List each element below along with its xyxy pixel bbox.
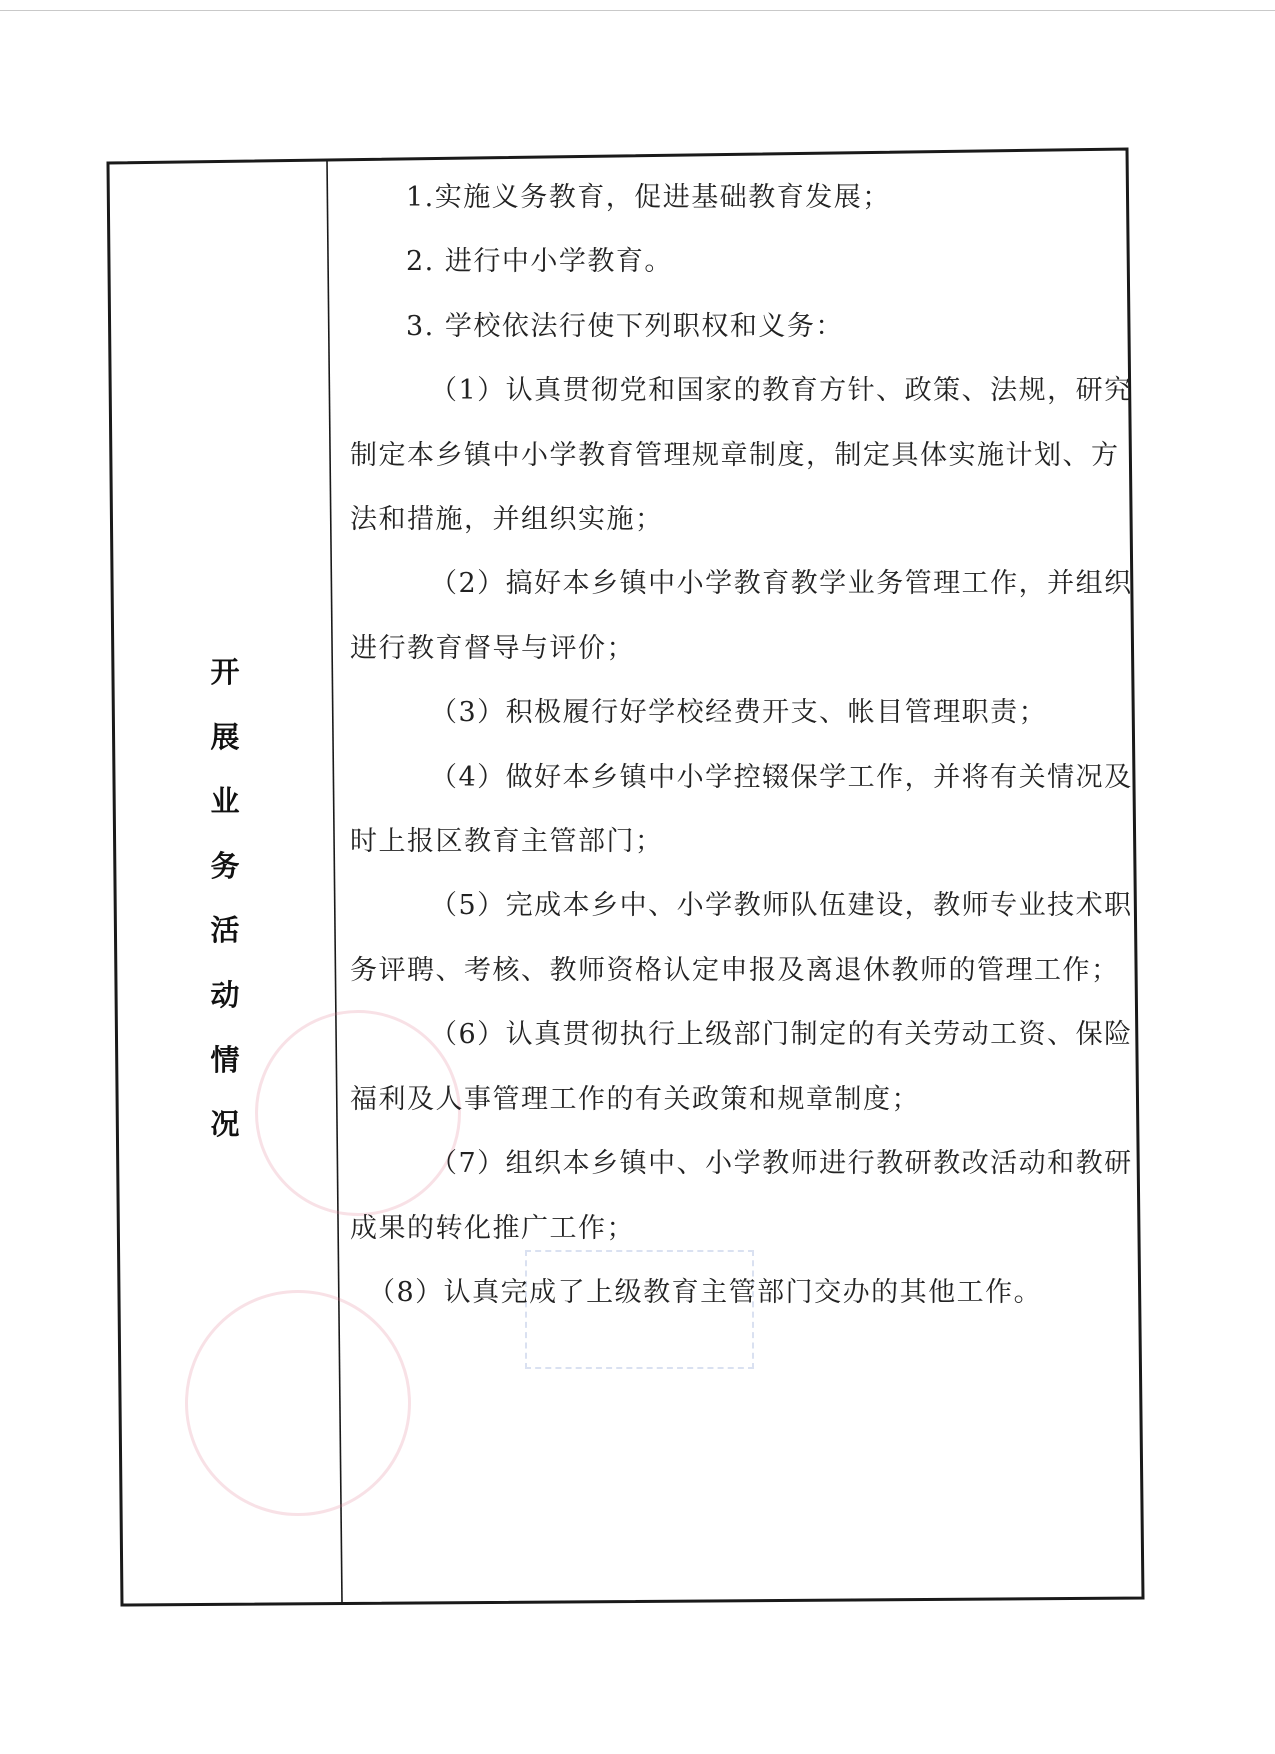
section-label-char: 况 <box>210 1107 240 1142</box>
section-label-char: 活 <box>210 913 240 948</box>
content-line: （2）搞好本乡镇中小学教育教学业务管理工作，并组织 <box>430 568 1133 600</box>
section-label-char: 开 <box>210 655 240 689</box>
content-line: 2. 进行中小学教育。 <box>406 246 673 278</box>
section-label-char: 业 <box>210 784 240 819</box>
section-label-char: 展 <box>210 719 240 754</box>
content-line: 制定本乡镇中小学教育管理规章制度，制定具体实施计划、方 <box>350 439 1120 471</box>
content-line: 1.实施义务教育，促进基础教育发展； <box>406 182 891 213</box>
content-line: （3）积极履行好学校经费开支、帐目管理职责； <box>430 697 1048 729</box>
content-line: 3. 学校依法行使下列职权和义务： <box>406 310 844 342</box>
business-activity-content <box>350 166 1133 1325</box>
section-label <box>190 640 260 1157</box>
section-label-char: 情 <box>210 1042 240 1077</box>
content-line: （7）组织本乡镇中、小学教师进行教研教改活动和教研 <box>430 1148 1133 1180</box>
section-label-char: 动 <box>210 977 240 1012</box>
content-line: 进行教育督导与评价； <box>350 632 635 664</box>
content-line: 福利及人事管理工作的有关政策和规章制度； <box>350 1083 920 1115</box>
content-line: 务评聘、考核、教师资格认定申报及离退休教师的管理工作； <box>350 954 1120 986</box>
content-line: （1）认真贯彻党和国家的教育方针、政策、法规，研究 <box>430 375 1133 407</box>
content-line: 时上报区教育主管部门； <box>350 826 664 858</box>
content-line: 法和措施，并组织实施； <box>350 504 664 536</box>
content-line: （6）认真贯彻执行上级部门制定的有关劳动工资、保险 <box>430 1019 1133 1051</box>
content-line: （8）认真完成了上级教育主管部门交办的其他工作。 <box>368 1276 1043 1308</box>
content-line: 成果的转化推广工作； <box>350 1212 635 1244</box>
content-line: （4）做好本乡镇中小学控辍保学工作，并将有关情况及 <box>430 761 1133 793</box>
section-label-char: 务 <box>210 848 240 883</box>
content-line: （5）完成本乡中、小学教师队伍建设，教师专业技术职 <box>430 890 1133 922</box>
table-column-divider <box>327 160 342 1603</box>
